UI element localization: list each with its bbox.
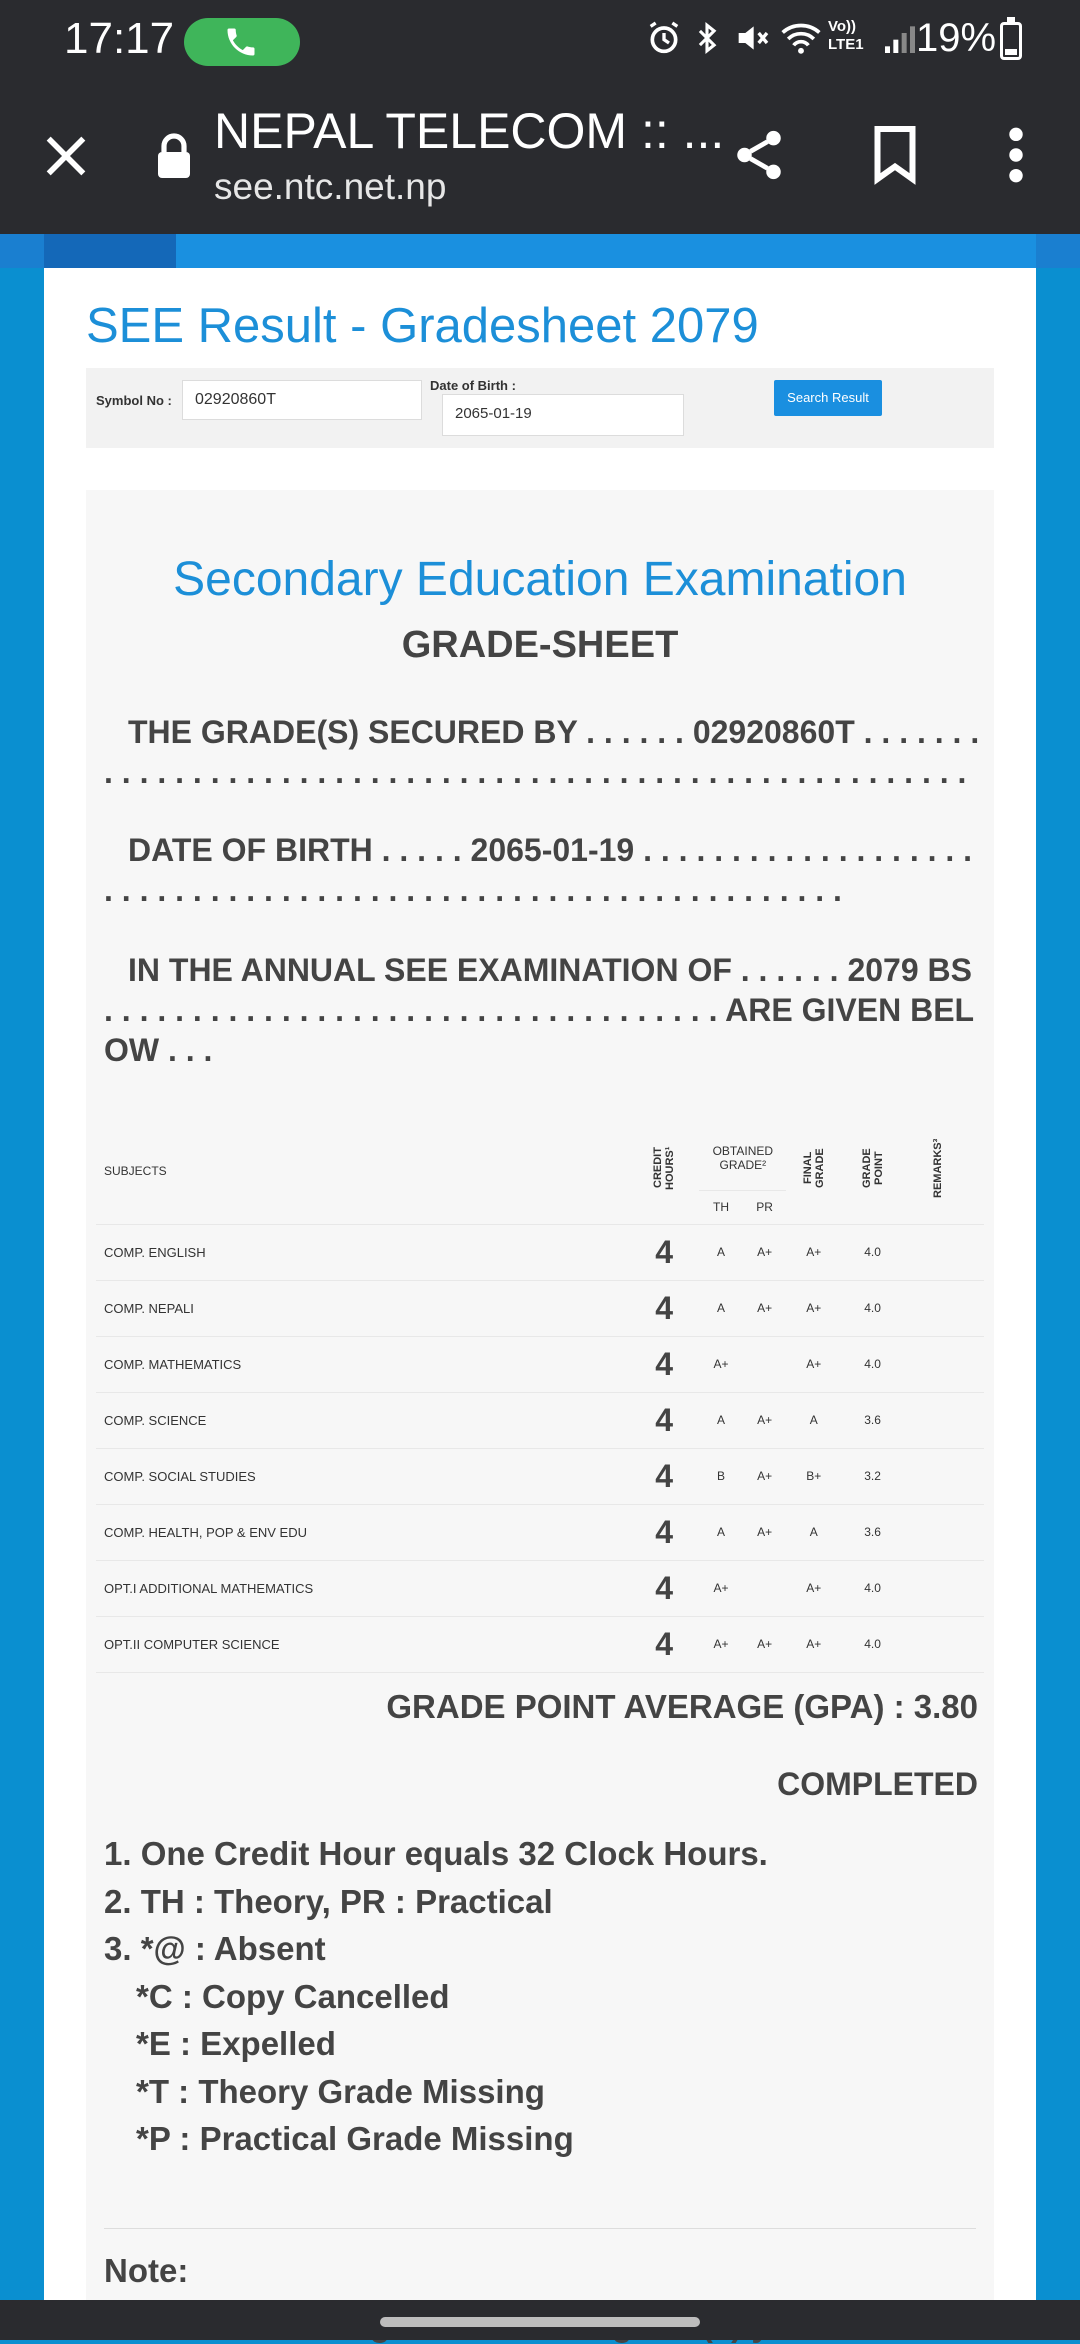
footnote-item: *E : Expelled xyxy=(136,2025,336,2062)
home-gesture-handle[interactable] xyxy=(380,2317,700,2327)
final-grade-cell: A+ xyxy=(786,1336,841,1392)
close-icon[interactable] xyxy=(40,130,92,182)
page-heading: SEE Result - Gradesheet 2079 xyxy=(86,299,759,353)
credit-hours-header-text: CREDIT HOURS¹ xyxy=(652,1146,677,1190)
exam-text: IN THE ANNUAL SEE EXAMINATION OF . . . . . . 2079 BS . . . . . . . . . . . . . . . . . . . . . . . . . . . . . . . . . . . ARE GIVEN BELOW . . . xyxy=(104,952,975,1068)
grade-point-cell: 3.2 xyxy=(841,1448,904,1504)
credit-cell: 4 xyxy=(629,1560,699,1616)
page-url[interactable]: see.ntc.net.np xyxy=(214,166,447,207)
th-grade-cell: A+ xyxy=(699,1616,743,1672)
status-time: 17:17 xyxy=(64,14,175,63)
remarks-header-text: REMARKS³ xyxy=(931,1138,944,1198)
pr-grade-cell: A+ xyxy=(743,1392,787,1448)
credit-hours-header xyxy=(629,1118,699,1224)
credit-cell: 4 xyxy=(629,1336,699,1392)
grade-point-cell: 4.0 xyxy=(841,1616,904,1672)
remarks-cell xyxy=(904,1504,984,1560)
dob-label: Date of Birth : xyxy=(430,378,516,393)
sheet-subtitle: GRADE-SHEET xyxy=(401,624,679,666)
note-heading: Note: xyxy=(104,2252,189,2289)
grade-point-cell: 4.0 xyxy=(841,1336,904,1392)
subject-cell: COMP. SCIENCE xyxy=(96,1392,629,1448)
subject-cell: OPT.II COMPUTER SCIENCE xyxy=(96,1616,629,1672)
signal-icon xyxy=(880,16,920,60)
remarks-cell xyxy=(904,1224,984,1280)
wifi-icon xyxy=(778,16,824,60)
gpa-summary: GRADE POINT AVERAGE (GPA) : 3.80 xyxy=(386,1688,978,1725)
grade-point-header xyxy=(841,1118,904,1224)
footnotes xyxy=(104,1830,768,2163)
exam-line xyxy=(104,950,984,1070)
remarks-cell xyxy=(904,1392,984,1448)
credit-cell: 4 xyxy=(629,1280,699,1336)
grade-point-cell: 3.6 xyxy=(841,1504,904,1560)
search-result-button[interactable]: Search Result xyxy=(774,380,882,416)
final-grade-cell: A xyxy=(786,1504,841,1560)
sheet-title: Secondary Education Examination xyxy=(173,553,907,606)
th-grade-cell: A xyxy=(699,1392,743,1448)
pr-grade-cell: A+ xyxy=(743,1616,787,1672)
table-row xyxy=(96,1616,984,1672)
secured-by-text: THE GRADE(S) SECURED BY . . . . . . 02920860T . . . . . . . . . . . . . . . . . . . . . . . . . . . . . . . . . . . . . . . . . . . . . . . . . . . . . . . . xyxy=(104,714,980,790)
final-grade-cell: A+ xyxy=(786,1280,841,1336)
grade-table xyxy=(96,1118,984,1673)
pr-header: PR xyxy=(743,1190,787,1224)
table-row xyxy=(96,1560,984,1616)
final-grade-cell: A+ xyxy=(786,1560,841,1616)
footnote-item: 2. TH : Theory, PR : Practical xyxy=(104,1882,553,1920)
table-row xyxy=(96,1392,984,1448)
status-bar xyxy=(0,0,1080,82)
pr-grade-cell: A+ xyxy=(743,1280,787,1336)
divider xyxy=(104,2228,976,2229)
table-row xyxy=(96,1504,984,1560)
subjects-header: SUBJECTS xyxy=(96,1118,629,1224)
th-grade-cell: A+ xyxy=(699,1336,743,1392)
dob-input[interactable]: 2065-01-19 xyxy=(442,394,684,436)
final-grade-header-text: FINAL GRADE xyxy=(801,1148,826,1189)
pr-grade-cell: A+ xyxy=(743,1504,787,1560)
footnote-item: 3. *@ : Absent xyxy=(104,1930,326,1967)
remarks-cell xyxy=(904,1560,984,1616)
lock-icon[interactable] xyxy=(154,132,194,180)
footnote-item: 1. One Credit Hour equals 32 Clock Hours. xyxy=(104,1835,768,1872)
overflow-menu-icon[interactable] xyxy=(1000,124,1032,186)
footnote-item: *T : Theory Grade Missing xyxy=(136,2072,545,2110)
remarks-header xyxy=(904,1118,984,1224)
th-grade-cell: B xyxy=(699,1448,743,1504)
credit-cell: 4 xyxy=(629,1392,699,1448)
share-icon[interactable] xyxy=(730,124,788,186)
credit-cell: 4 xyxy=(629,1616,699,1672)
pr-grade-cell: A+ xyxy=(743,1224,787,1280)
mute-icon xyxy=(732,16,772,60)
grade-point-cell: 4.0 xyxy=(841,1224,904,1280)
final-grade-cell: B+ xyxy=(786,1448,841,1504)
grade-sheet xyxy=(86,490,994,2310)
table-row xyxy=(96,1224,984,1280)
obtained-grade-header: OBTAINED GRADE² xyxy=(699,1118,786,1190)
remarks-cell xyxy=(904,1336,984,1392)
footnote-item: *P : Practical Grade Missing xyxy=(136,2120,574,2157)
subject-cell: COMP. SOCIAL STUDIES xyxy=(96,1448,629,1504)
final-grade-cell: A+ xyxy=(786,1224,841,1280)
grade-point-cell: 3.6 xyxy=(841,1392,904,1448)
final-grade-header xyxy=(786,1118,841,1224)
pr-grade-cell: A+ xyxy=(743,1448,787,1504)
status-icons xyxy=(640,16,930,66)
result-container xyxy=(44,268,1036,2300)
subject-cell: COMP. MATHEMATICS xyxy=(96,1336,629,1392)
table-row xyxy=(96,1336,984,1392)
subject-cell: COMP. ENGLISH xyxy=(96,1224,629,1280)
credit-cell: 4 xyxy=(629,1504,699,1560)
pr-grade-cell xyxy=(743,1560,787,1616)
battery-percent: 19% xyxy=(916,16,997,60)
symbol-input[interactable]: 02920860T xyxy=(182,380,422,420)
table-row xyxy=(96,1448,984,1504)
phone-icon xyxy=(222,24,260,60)
th-header: TH xyxy=(699,1190,743,1224)
page-title[interactable]: NEPAL TELECOM :: ... xyxy=(214,103,725,159)
th-grade-cell: A xyxy=(699,1224,743,1280)
battery-icon xyxy=(1000,22,1022,60)
remarks-cell xyxy=(904,1616,984,1672)
th-grade-cell: A+ xyxy=(699,1560,743,1616)
subject-cell: COMP. HEALTH, POP & ENV EDU xyxy=(96,1504,629,1560)
dob-line xyxy=(104,830,984,910)
credit-cell: 4 xyxy=(629,1448,699,1504)
secured-by-line xyxy=(104,712,984,792)
bookmark-icon[interactable] xyxy=(870,124,920,184)
final-grade-cell: A+ xyxy=(786,1616,841,1672)
grade-point-cell: 4.0 xyxy=(841,1280,904,1336)
grade-point-cell: 4.0 xyxy=(841,1560,904,1616)
battery-level xyxy=(1005,49,1017,55)
subject-cell: COMP. NEPALI xyxy=(96,1280,629,1336)
pr-grade-cell xyxy=(743,1336,787,1392)
final-grade-cell: A xyxy=(786,1392,841,1448)
symbol-label: Symbol No : xyxy=(96,393,172,408)
bluetooth-icon xyxy=(690,16,724,60)
search-form xyxy=(86,368,994,448)
subject-cell: OPT.I ADDITIONAL MATHEMATICS xyxy=(96,1560,629,1616)
ongoing-call-indicator[interactable] xyxy=(184,18,300,66)
table-header-row xyxy=(96,1118,984,1190)
network-type-label: Vo)) LTE1 xyxy=(828,18,864,53)
system-navigation-bar xyxy=(0,2300,1080,2340)
site-header-strip xyxy=(0,234,1080,268)
remarks-cell xyxy=(904,1448,984,1504)
credit-cell: 4 xyxy=(629,1224,699,1280)
th-grade-cell: A xyxy=(699,1504,743,1560)
remarks-cell xyxy=(904,1280,984,1336)
grade-point-header-text: GRADE POINT xyxy=(860,1148,885,1189)
table-row xyxy=(96,1280,984,1336)
browser-toolbar xyxy=(0,82,1080,234)
dob-text: DATE OF BIRTH . . . . . 2065-01-19 . . . . . . . . . . . . . . . . . . . . . . . . . . . . . . . . . . . . . . . . . . . . . . . . . . . . . . . . . . . . . xyxy=(104,832,973,908)
alarm-icon xyxy=(644,16,684,60)
footnote-item: *C : Copy Cancelled xyxy=(136,1977,450,2015)
result-status: COMPLETED xyxy=(777,1766,978,1802)
th-grade-cell: A xyxy=(699,1280,743,1336)
